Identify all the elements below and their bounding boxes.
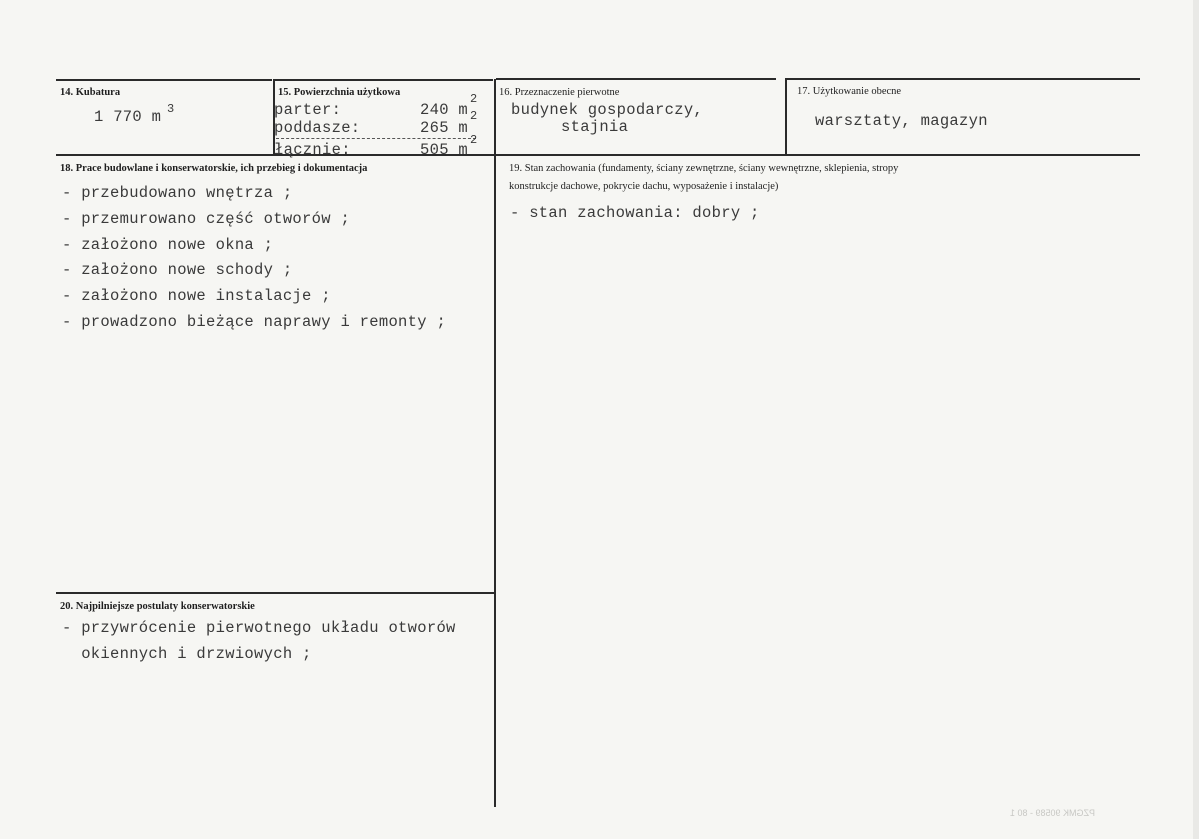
field-15-row-parter-sup: 2 [470, 92, 478, 106]
field-15-row-total-name: łącznie: [274, 141, 351, 159]
field-19-item: - stan zachowania: dobry ; [510, 204, 760, 222]
field-16-line-1: budynek gospodarczy, [511, 101, 704, 119]
top-rule-2 [275, 79, 493, 81]
field-15-row-parter-name: parter: [274, 101, 342, 119]
field-15-sum-dashes [276, 138, 476, 139]
field-15-row-total-value: 505 m [420, 141, 469, 159]
field-15-row-poddasze-sup: 2 [470, 109, 478, 123]
field-18-label: 18. Prace budowlane i konserwatorskie, ich przebieg i dokumentacja [60, 163, 368, 174]
field-18-item: - przebudowano wnętrza ; [62, 184, 293, 202]
field-15-row-total-sup: 2 [470, 133, 478, 147]
field-20-line-2: okiennych i drzwiowych ; [62, 645, 312, 663]
field-14-value: 1 770 m [94, 108, 162, 126]
sep-15-16 [494, 79, 496, 807]
top-rule-1 [56, 79, 272, 81]
field-14-label: 14. Kubatura [60, 87, 121, 98]
field-14-unit-sup: 3 [167, 102, 175, 116]
field-18-item: - założono nowe okna ; [62, 236, 274, 254]
field-20-label: 20. Najpilniejsze postulaty konserwatorskie [60, 601, 255, 612]
paper-edge [1193, 0, 1199, 839]
field-18-item: - prowadzono bieżące naprawy i remonty ; [62, 313, 447, 331]
top-rule-3 [496, 78, 776, 80]
field-16-label: 16. Przeznaczenie pierwotne [499, 87, 620, 98]
field-18-item: - założono nowe schody ; [62, 261, 293, 279]
field-15-row-parter-value: 240 m [420, 101, 469, 119]
mid-rule [56, 154, 1140, 156]
field-16-line-2: stajnia [561, 118, 629, 136]
field-20-line-1: - przywrócenie pierwotnego układu otworów [62, 619, 456, 637]
bleed-through-text: PZGMK 90589 - 80 1 [1010, 808, 1096, 818]
field-17-value: warsztaty, magazyn [815, 112, 988, 130]
top-rule-4 [785, 78, 1140, 80]
field-18-item: - przemurowano część otworów ; [62, 210, 351, 228]
field-15-label: 15. Powierzchnia użytkowa [278, 87, 401, 98]
rule-20 [56, 592, 494, 594]
field-19-label-line-2: konstrukcje dachowe, pokrycie dachu, wyposażenie i instalacje) [509, 181, 779, 192]
sep-16-17 [785, 79, 787, 154]
field-15-row-poddasze-value: 265 m [420, 119, 469, 137]
field-15-row-poddasze-name: poddasze: [274, 119, 361, 137]
field-17-label: 17. Użytkowanie obecne [797, 86, 902, 97]
field-19-label-line-1: 19. Stan zachowania (fundamenty, ściany zewnętrzne, ściany wewnętrzne, sklepienia, stropy [509, 163, 899, 174]
field-18-item: - założono nowe instalacje ; [62, 287, 331, 305]
